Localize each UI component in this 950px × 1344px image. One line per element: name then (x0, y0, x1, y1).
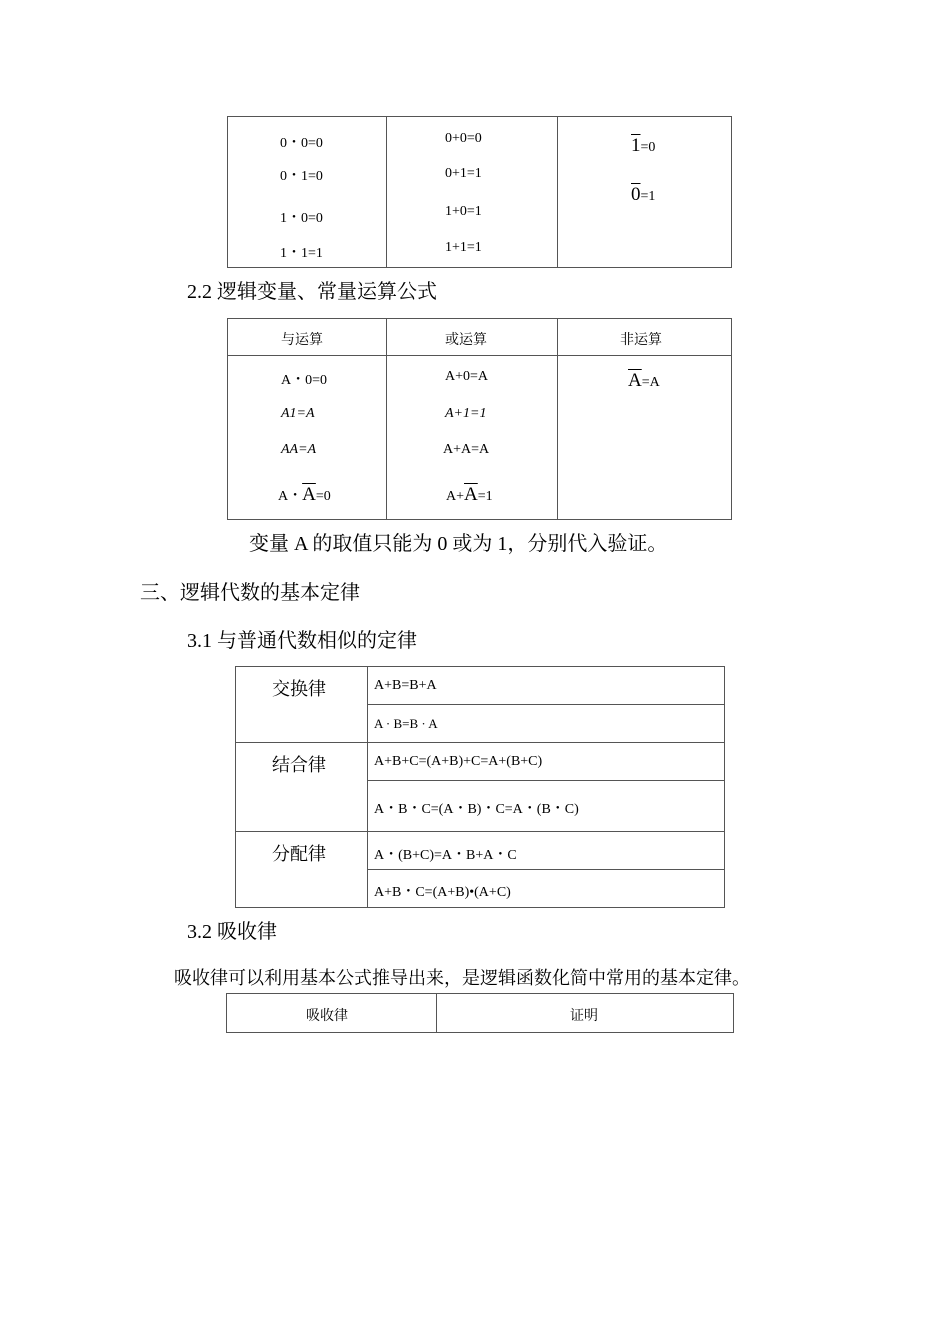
and-const-4: 1・1=1 (280, 246, 323, 261)
law-formula: A+B・C=(A+B)•(A+C) (374, 885, 511, 900)
chapter-3-heading: 三、逻辑代数的基本定律 (140, 582, 360, 604)
not-const-2: 0=1 (631, 184, 656, 205)
header-absorption: 吸收律 (306, 1009, 348, 1024)
section-3-1-heading: 3.1 与普通代数相似的定律 (187, 630, 417, 652)
header-proof: 证明 (570, 1009, 598, 1024)
section-2-2-heading: 2.2 逻辑变量、常量运算公式 (187, 281, 437, 303)
law-formula: A · B=B · A (374, 716, 438, 731)
divider (386, 319, 387, 519)
or-var-3: A+A=A (443, 442, 490, 457)
or-const-4: 1+1=1 (445, 240, 482, 255)
or-var-2: A+1=1 (445, 406, 487, 421)
divider (367, 667, 368, 907)
law-formula: A・(B+C)=A・B+A・C (374, 848, 517, 863)
divider (367, 704, 724, 705)
divider (236, 742, 724, 743)
and-const-3: 1・0=0 (280, 211, 323, 226)
absorption-table (226, 993, 734, 1033)
header-and: 与运算 (281, 333, 323, 348)
law-name-associative: 结合律 (272, 755, 326, 775)
and-var-4: A・$\overline{A}=0$ (278, 484, 331, 505)
and-const-2: 0・1=0 (280, 169, 323, 184)
divider (386, 117, 387, 267)
divider (557, 117, 558, 267)
and-var-1: A・0=0 (281, 373, 328, 388)
divider (367, 869, 724, 870)
divider (236, 831, 724, 832)
divider (367, 780, 724, 781)
absorption-intro: 吸收律可以利用基本公式推导出来，是逻辑函数化简中常用的基本定律。 (174, 968, 750, 988)
or-var-1: A+0=A (445, 369, 489, 384)
header-not: 非运算 (620, 333, 662, 348)
not-var: $\overline{A}=A$ (628, 370, 660, 391)
divider (228, 355, 731, 356)
laws-table (235, 666, 725, 908)
variable-ops-table (227, 318, 732, 520)
or-const-3: 1+0=1 (445, 204, 482, 219)
or-var-4: $A+\overline{A}=1$ (446, 484, 493, 505)
constant-ops-table (227, 116, 732, 268)
law-formula: A+B=B+A (374, 678, 437, 693)
and-var-3: AA=A (281, 442, 317, 457)
law-name-commutative: 交换律 (272, 679, 326, 699)
divider (436, 994, 437, 1032)
law-name-distributive: 分配律 (272, 844, 326, 864)
and-var-2: A1=A (281, 406, 315, 421)
note-2-2: 变量 A 的取值只能为 0 或为 1，分别代入验证。 (249, 533, 668, 555)
or-const-2: 0+1=1 (445, 166, 482, 181)
law-formula: A・B・C=(A・B)・C=A・(B・C) (374, 802, 579, 817)
section-3-2-heading: 3.2 吸收律 (187, 921, 277, 943)
or-const-1: 0+0=0 (445, 131, 482, 146)
and-const-1: 0・0=0 (280, 136, 323, 151)
header-or: 或运算 (445, 333, 487, 348)
divider (557, 319, 558, 519)
not-const-1: 1=0 (631, 135, 656, 156)
law-formula: A+B+C=(A+B)+C=A+(B+C) (374, 754, 543, 769)
